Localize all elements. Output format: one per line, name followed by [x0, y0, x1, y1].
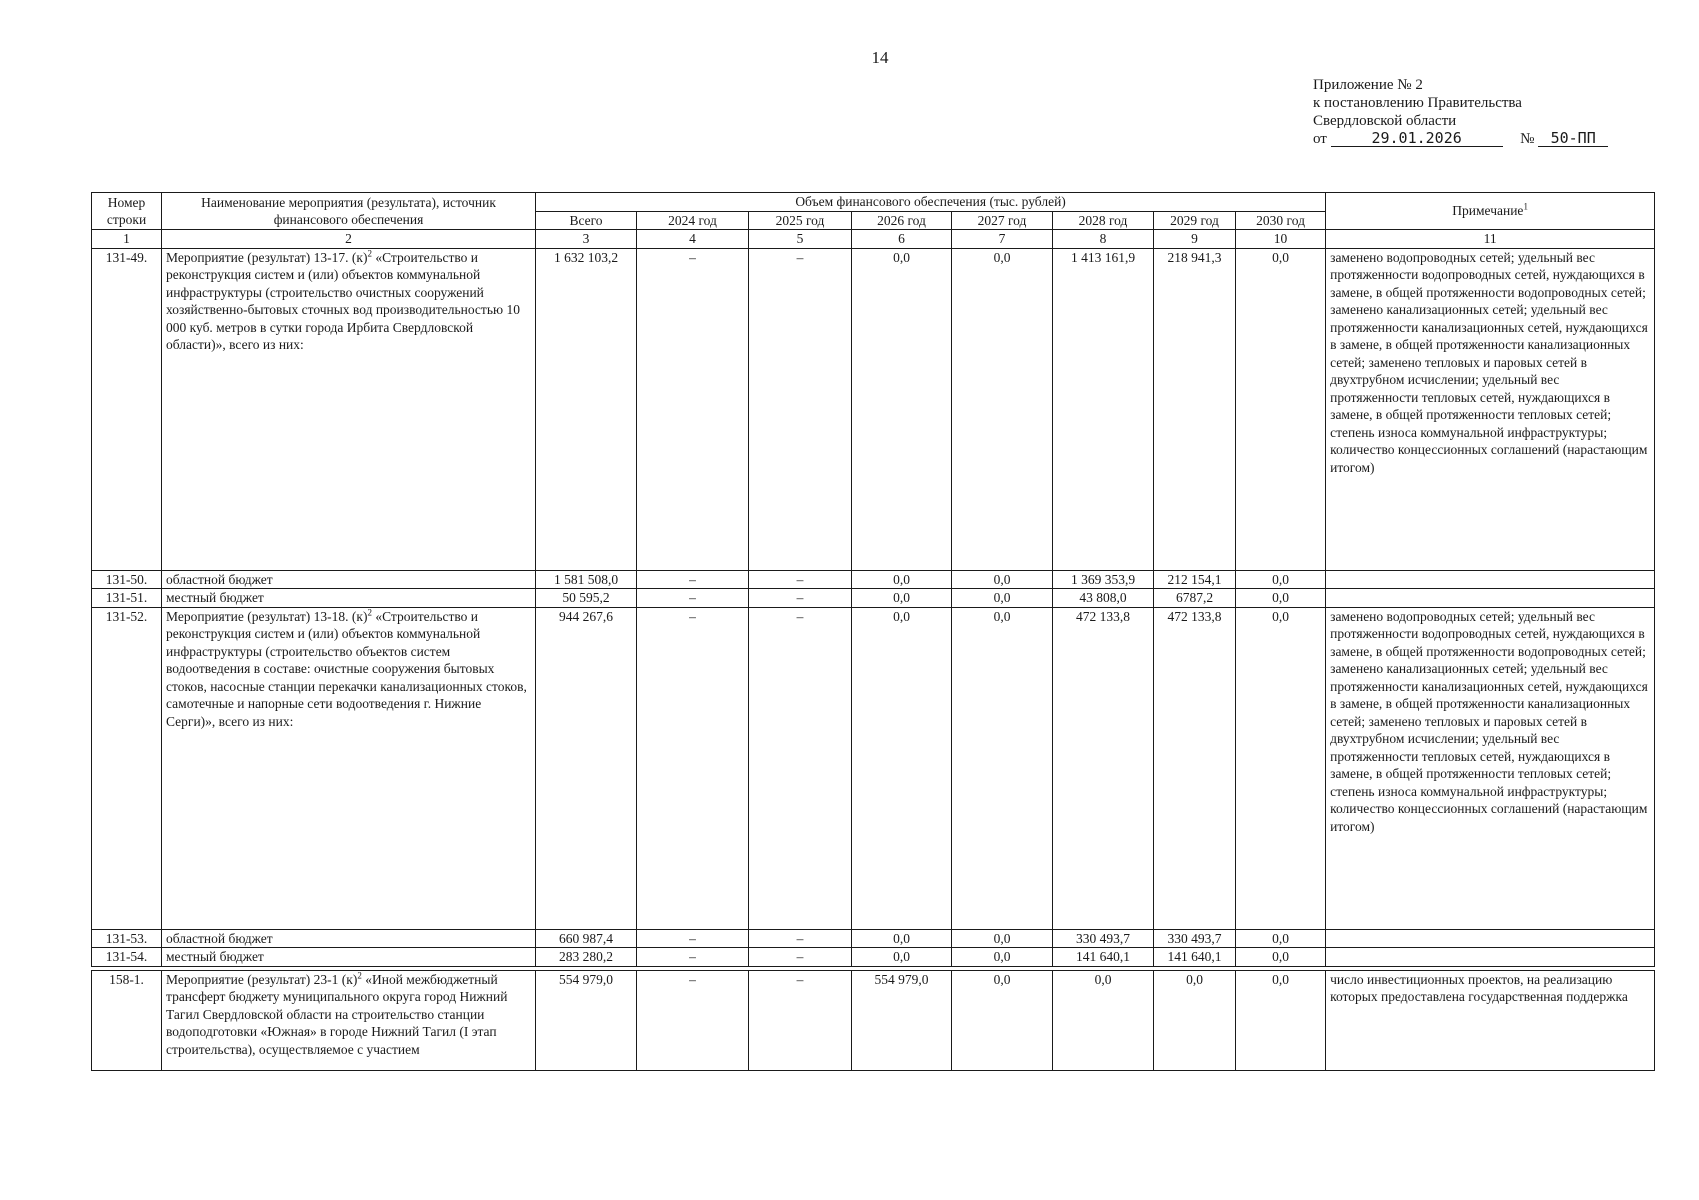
appendix-line-2: к постановлению Правительства	[1313, 95, 1522, 111]
header-year: 2029 год	[1154, 211, 1236, 230]
header-year: Всего	[536, 211, 637, 230]
row-value: 0,0	[952, 929, 1053, 948]
row-value: 554 979,0	[852, 970, 952, 1070]
row-value: 6787,2	[1154, 589, 1236, 608]
appendix-date-line	[1313, 130, 1608, 148]
row-value: 283 280,2	[536, 948, 637, 967]
row-number: 131-51.	[92, 589, 162, 608]
row-value: 0,0	[1236, 948, 1326, 967]
row-number: 158-1.	[92, 970, 162, 1070]
row-value: 0,0	[852, 570, 952, 589]
row-value: 0,0	[952, 570, 1053, 589]
row-value: –	[749, 970, 852, 1070]
date-prefix: от	[1313, 131, 1327, 147]
row-value: –	[637, 970, 749, 1070]
row-value: 330 493,7	[1154, 929, 1236, 948]
row-name: областной бюджет	[162, 570, 536, 589]
row-value: 0,0	[1236, 929, 1326, 948]
row-value: –	[637, 948, 749, 967]
row-value: 212 154,1	[1154, 570, 1236, 589]
header-year: 2027 год	[952, 211, 1053, 230]
row-value: 0,0	[1236, 570, 1326, 589]
row-value: 0,0	[1154, 970, 1236, 1070]
row-number: 131-54.	[92, 948, 162, 967]
row-value: 0,0	[1236, 589, 1326, 608]
row-value: –	[749, 248, 852, 570]
row-note	[1326, 570, 1655, 589]
row-value: –	[637, 929, 749, 948]
column-number: 11	[1326, 230, 1655, 249]
row-value: 0,0	[952, 948, 1053, 967]
row-value: 141 640,1	[1154, 948, 1236, 967]
table-row	[92, 970, 1655, 1070]
row-value: 554 979,0	[536, 970, 637, 1070]
row-name: Мероприятие (результат) 13-18. $(к)^2$ «Строительство и реконструкция систем и (или) объектов коммунальной инфраструктуры (строительство объектов систем водоотведения в составе: очистные сооружения бытовых стоков, насосные станции перекачки канализационных стоков, самотечные и напорные сети водоотведения г. Нижние Серги)», всего из них:	[162, 607, 536, 929]
table-row	[92, 929, 1655, 948]
appendix-header	[1313, 76, 1608, 148]
column-number: 3	[536, 230, 637, 249]
row-value: –	[749, 929, 852, 948]
header-volume: Объем финансового обеспечения (тыс. рублей)	[536, 193, 1326, 212]
header-name: Наименование мероприятия (результата), источник финансового обеспечения	[162, 193, 536, 230]
row-value: 1 413 161,9	[1053, 248, 1154, 570]
row-value: 0,0	[852, 589, 952, 608]
row-value: 218 941,3	[1154, 248, 1236, 570]
row-value: –	[749, 589, 852, 608]
header-year: 2030 год	[1236, 211, 1326, 230]
row-value: 0,0	[952, 970, 1053, 1070]
row-name: Мероприятие (результат) 13-17. $(к)^2$ «Строительство и реконструкция систем и (или) объектов коммунальной инфраструктуры (строительство очистных сооружений хозяйственно-бытовых сточных вод производительностью 10 000 куб. метров в сутки города Ирбита Свердловской области)», всего из них:	[162, 248, 536, 570]
row-value: 0,0	[952, 589, 1053, 608]
row-value: –	[749, 570, 852, 589]
row-note: число инвестиционных проектов, на реализацию которых предоставлена государственная поддержка	[1326, 970, 1655, 1070]
column-number: 10	[1236, 230, 1326, 249]
row-name: Мероприятие (результат) 23-1 $(к)^2$ «Иной межбюджетный трансферт бюджету муниципального округа город Нижний Тагил Свердловской области на строительство станции водоподготовки «Южная» в городе Нижний Тагил (I этап строительства), осуществляемое с участием	[162, 970, 536, 1070]
row-name: местный бюджет	[162, 948, 536, 967]
row-note	[1326, 929, 1655, 948]
row-value: 330 493,7	[1053, 929, 1154, 948]
appendix-line-1: Приложение № 2	[1313, 77, 1423, 93]
row-note: заменено водопроводных сетей; удельный вес протяженности водопроводных сетей, нуждающихся в замене, в общей протяженности водопроводных сетей; заменено канализационных сетей; удельный вес протяженности канализационных сетей, нуждающихся в замене, в общей протяженности канализационных сетей; заменено тепловых и паровых сетей в двухтрубном исчислении; удельный вес протяженности тепловых сетей, нуждающихся в замене, в общей протяженности тепловых сетей; степень износа коммунальной инфраструктуры; количество концессионных соглашений (нарастающим итогом)	[1326, 248, 1655, 570]
header-year: 2026 год	[852, 211, 952, 230]
column-number: 6	[852, 230, 952, 249]
column-number: 4	[637, 230, 749, 249]
row-value: 0,0	[1236, 970, 1326, 1070]
table-row	[92, 607, 1655, 929]
header-year: 2028 год	[1053, 211, 1154, 230]
row-value: –	[749, 948, 852, 967]
row-value: –	[749, 607, 852, 929]
date-value: 29.01.2026	[1331, 130, 1503, 147]
financing-table	[91, 192, 1655, 1071]
header-row-number: Номер строки	[92, 193, 162, 230]
header-row-1	[92, 193, 1655, 212]
row-value: 1 369 353,9	[1053, 570, 1154, 589]
column-number: 2	[162, 230, 536, 249]
row-value: 0,0	[952, 248, 1053, 570]
row-note	[1326, 589, 1655, 608]
row-note: заменено водопроводных сетей; удельный вес протяженности водопроводных сетей, нуждающихся в замене, в общей протяженности водопроводных сетей; заменено канализационных сетей; удельный вес протяженности канализационных сетей, нуждающихся в замене, в общей протяженности канализационных сетей; заменено тепловых и паровых сетей в двухтрубном исчислении; удельный вес протяженности тепловых сетей, нуждающихся в замене, в общей протяженности тепловых сетей; степень износа коммунальной инфраструктуры; количество концессионных соглашений (нарастающим итогом)	[1326, 607, 1655, 929]
row-value: 0,0	[1236, 607, 1326, 929]
header-year: 2024 год	[637, 211, 749, 230]
table-row	[92, 589, 1655, 608]
row-value: 0,0	[1053, 970, 1154, 1070]
row-value: 0,0	[852, 607, 952, 929]
row-value: 43 808,0	[1053, 589, 1154, 608]
row-number: 131-52.	[92, 607, 162, 929]
row-name: местный бюджет	[162, 589, 536, 608]
row-value: 0,0	[852, 248, 952, 570]
row-value: 1 581 508,0	[536, 570, 637, 589]
row-value: 0,0	[1236, 248, 1326, 570]
row-value: 660 987,4	[536, 929, 637, 948]
table-row	[92, 948, 1655, 967]
row-value: 472 133,8	[1053, 607, 1154, 929]
number-value: 50-ПП	[1538, 130, 1608, 147]
header-year: 2025 год	[749, 211, 852, 230]
column-number: 1	[92, 230, 162, 249]
column-number: 8	[1053, 230, 1154, 249]
row-value: 1 632 103,2	[536, 248, 637, 570]
row-value: 0,0	[952, 607, 1053, 929]
row-note	[1326, 948, 1655, 967]
table-row	[92, 248, 1655, 570]
row-value: 50 595,2	[536, 589, 637, 608]
column-numbers-row	[92, 230, 1655, 249]
column-number: 7	[952, 230, 1053, 249]
number-prefix: №	[1520, 131, 1535, 147]
row-value: –	[637, 570, 749, 589]
row-number: 131-53.	[92, 929, 162, 948]
column-number: 9	[1154, 230, 1236, 249]
row-number: 131-49.	[92, 248, 162, 570]
row-value: 472 133,8	[1154, 607, 1236, 929]
row-value: 141 640,1	[1053, 948, 1154, 967]
row-value: 0,0	[852, 929, 952, 948]
column-number: 5	[749, 230, 852, 249]
row-name: областной бюджет	[162, 929, 536, 948]
table-row	[92, 570, 1655, 589]
row-value: –	[637, 607, 749, 929]
row-value: 944 267,6	[536, 607, 637, 929]
row-value: 0,0	[852, 948, 952, 967]
appendix-line-3: Свердловской области	[1313, 113, 1457, 129]
row-number: 131-50.	[92, 570, 162, 589]
row-value: –	[637, 589, 749, 608]
page-number: 14	[871, 48, 889, 67]
header-note: Примечание$^1$	[1326, 193, 1655, 230]
row-value: –	[637, 248, 749, 570]
